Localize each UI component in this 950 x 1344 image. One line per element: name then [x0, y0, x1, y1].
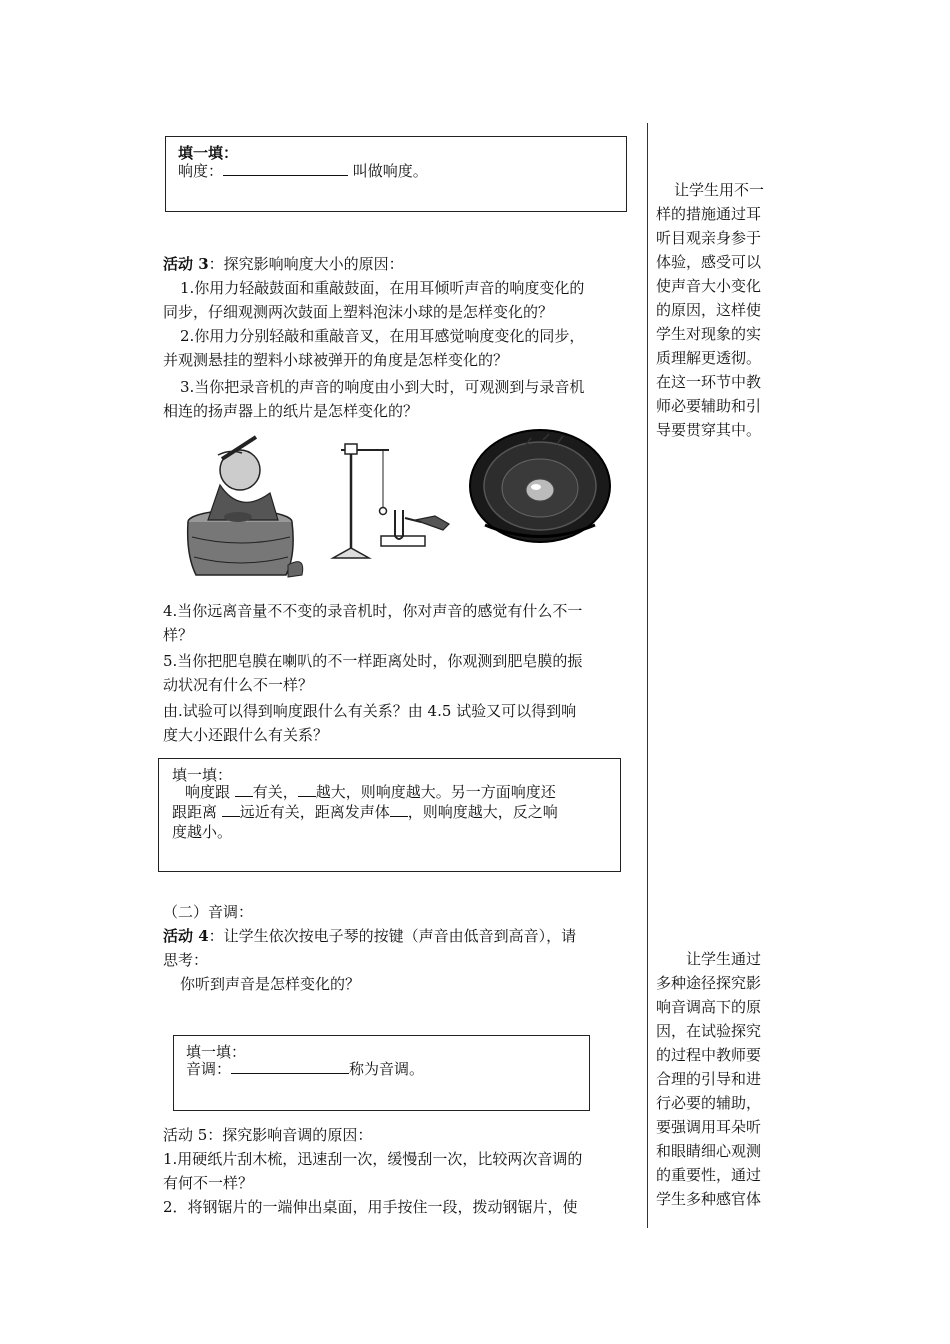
side-note-line: 行必要的辅助，: [656, 1094, 762, 1112]
side-note-line: 师必要辅助和引: [656, 397, 762, 415]
question-line: 样？: [163, 626, 194, 644]
activity5-heading: 活动 5：探究影响音调的原因：: [163, 1126, 373, 1144]
box1-prefix: 响度：: [178, 162, 224, 180]
side-note-line: 学生多种感官体: [656, 1190, 762, 1208]
activity4-line: 思考：: [163, 951, 209, 969]
fill-in-box-pitch: [173, 1035, 590, 1111]
box2-text: 有关，: [252, 783, 298, 801]
tuning-fork-illustration: [325, 430, 465, 565]
activity5-line: 1.用硬纸片刮木梳，迅速刮一次，缓慢刮一次，比较两次音调的: [163, 1150, 583, 1168]
side-note-line: 听目观亲身参于: [656, 229, 762, 247]
activity3-line: 3.当你把录音机的声音的响度由小到大时，可观测到与录音机: [180, 378, 585, 396]
box1-suffix: 叫做响度。: [348, 162, 428, 180]
question-line: 4.当你远离音量不不变的录音机时，你对声音的感觉有什么不一: [163, 602, 583, 620]
drum-illustration: [178, 425, 318, 585]
side-note-line: 的原因，这样使: [656, 301, 762, 319]
fill-in-box-loudness-factors: [158, 758, 621, 872]
activity3-line: 2.你用力分别轻敲和重敲音叉，在用耳感觉响度变化的同步，: [180, 327, 585, 345]
box3-prefix: 音调：: [186, 1060, 232, 1078]
side-note-line: 因，在试验探究: [656, 1022, 762, 1040]
activity3-line: 相连的扬声器上的纸片是怎样变化的？: [163, 402, 419, 420]
side-note-line: 导要贯穿其中。: [656, 421, 762, 439]
box1-title: 填一填：: [178, 144, 239, 162]
side-note-pitch: [656, 947, 776, 1211]
factor-blank[interactable]: [235, 782, 253, 797]
box2-text: 越大，则响度越大。另一方面响度还: [315, 783, 556, 801]
activity3-title: ：探究影响响度大小的原因：: [208, 255, 404, 273]
side-note-line: 多种途径探究影: [656, 974, 762, 992]
side-note-line: 合理的引导和进: [656, 1070, 762, 1088]
side-note-line: 学生对现象的实: [656, 325, 762, 343]
speaker-illustration: [465, 420, 615, 550]
activity3-heading: [163, 254, 643, 274]
side-note-line: 让学生通过: [686, 950, 762, 968]
side-note-line: 的过程中教师要: [656, 1046, 762, 1064]
question-line: 5.当你把肥皂膜在喇叭的不一样距离处时，你观测到肥皂膜的振: [163, 652, 583, 670]
box2-text: 响度跟: [185, 783, 235, 801]
side-note-line: 体验，感受可以: [656, 253, 762, 271]
column-divider: [647, 123, 648, 1228]
side-note-line: 使声音大小变化: [656, 277, 762, 295]
activity3-line: 并观测悬挂的塑料小球被弹开的角度是怎样变化的？: [163, 351, 509, 369]
question-line: 由.试验可以得到响度跟什么有关系？由 4.5 试验又可以得到响: [163, 702, 577, 720]
activity3-label: 活动 3: [163, 255, 209, 273]
side-note-line: 响音调高下的原: [656, 998, 762, 1016]
activity5-line: 有何不一样？: [163, 1174, 254, 1192]
question-line: 度大小还跟什么有关系？: [163, 726, 329, 744]
activity4-heading: [163, 926, 643, 946]
activity5-line: 2．将钢锯片的一端伸出桌面，用手按住一段，拨动钢锯片，使: [163, 1198, 578, 1216]
activity3-line: 1.你用力轻敲鼓面和重敲鼓面，在用耳倾听声音的响度变化的: [180, 279, 585, 297]
side-note-line: 和眼睛细心观测: [656, 1142, 762, 1160]
fill-in-box-loudness: [165, 136, 627, 212]
box2-text: ，则响度越大，反之响: [407, 803, 558, 821]
side-note-line: 样的措施通过耳: [656, 205, 762, 223]
factor-blank[interactable]: [298, 782, 316, 797]
box2-text: 远近有关，距离发声体: [239, 803, 390, 821]
loudness-definition-blank[interactable]: [223, 161, 348, 176]
section-pitch-heading: （二）音调：: [163, 903, 254, 921]
side-note-line: 要强调用耳朵听: [656, 1118, 762, 1136]
box3-suffix: 称为音调。: [349, 1060, 425, 1078]
side-note-loudness: [656, 178, 776, 442]
box2-text: 度越小。: [172, 823, 233, 841]
box2-title: 填一填：: [172, 766, 233, 784]
activity4-question: 你听到声音是怎样变化的？: [180, 975, 361, 993]
activity4-line: ：让学生依次按电子琴的按键（声音由低音到高音），请: [208, 927, 577, 945]
distance-blank[interactable]: [390, 802, 408, 817]
side-note-line: 质理解更透彻。: [656, 349, 762, 367]
question-line: 动状况有什么不一样？: [163, 676, 314, 694]
activity3-line: 同步，仔细观测两次鼓面上塑料泡沫小球的是怎样变化的？: [163, 303, 554, 321]
pitch-definition-blank[interactable]: [231, 1059, 349, 1074]
box3-title: 填一填：: [186, 1043, 247, 1061]
box2-text: 跟距离: [172, 803, 222, 821]
side-note-line: 在这一环节中教: [656, 373, 762, 391]
activity4-label: 活动 4: [163, 927, 209, 945]
side-note-line: 让学生用不一: [674, 181, 765, 199]
side-note-line: 的重要性，通过: [656, 1166, 762, 1184]
distance-blank[interactable]: [222, 802, 240, 817]
